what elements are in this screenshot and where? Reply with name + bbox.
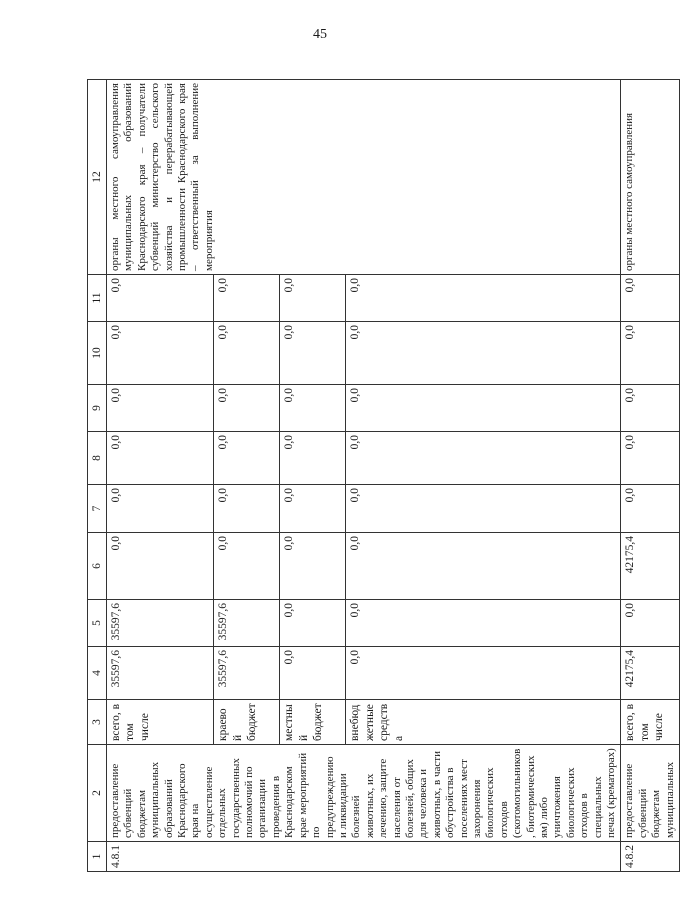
value-cell: 0,0 (214, 533, 280, 600)
header-cell: 10 (88, 322, 107, 385)
value-cell: 0,0 (346, 600, 621, 647)
value-cell: 0,0 (621, 432, 680, 485)
funding-source: местный бюджет (280, 700, 346, 745)
value-cell: 0,0 (280, 600, 346, 647)
table-row (107, 80, 214, 872)
header-cell: 1 (88, 842, 107, 872)
responsible-party: органы местного самоуправления (621, 80, 680, 275)
budget-table (87, 79, 680, 872)
value-cell: 0,0 (214, 322, 280, 385)
value-cell: 35597,6 (214, 600, 280, 647)
value-cell: 0,0 (346, 385, 621, 432)
value-cell: 0,0 (346, 647, 621, 700)
page-number: 45 (313, 27, 327, 42)
header-cell: 5 (88, 600, 107, 647)
value-cell: 0,0 (107, 485, 214, 533)
value-cell: 42175,4 (621, 647, 680, 700)
header-cell: 4 (88, 647, 107, 700)
value-cell: 35597,6 (214, 647, 280, 700)
value-cell: 0,0 (107, 533, 214, 600)
responsible-party: органы местного самоуправления муниципальных образований Краснодарского края – получатели субвенций министерство сельского хозяйства и перерабатывающей промышленности Краснодарского края – ответственный за выполнение мероприятия (107, 80, 621, 275)
header-cell: 9 (88, 385, 107, 432)
value-cell: 0,0 (280, 322, 346, 385)
value-cell: 0,0 (346, 485, 621, 533)
funding-source: всего, в том числе (107, 700, 214, 745)
value-cell: 0,0 (214, 432, 280, 485)
value-cell: 0,0 (107, 322, 214, 385)
value-cell: 0,0 (621, 600, 680, 647)
funding-source: внебюджетные средства (346, 700, 621, 745)
value-cell: 0,0 (107, 432, 214, 485)
value-cell: 42175,4 (621, 533, 680, 600)
header-cell: 7 (88, 485, 107, 533)
row-code: 4.8.2 (621, 842, 680, 872)
value-cell: 0,0 (214, 275, 280, 322)
value-cell: 0,0 (214, 485, 280, 533)
row-description: предоставление субвенций бюджетам муниципальных (621, 745, 680, 842)
header-cell: 3 (88, 700, 107, 745)
funding-source: краевой бюджет (214, 700, 280, 745)
row-code: 4.8.1 (107, 842, 621, 872)
value-cell: 0,0 (280, 485, 346, 533)
header-cell: 2 (88, 745, 107, 842)
rotated-table-container (87, 80, 676, 872)
header-row (88, 80, 107, 872)
value-cell: 0,0 (214, 385, 280, 432)
header-cell: 12 (88, 80, 107, 275)
value-cell: 0,0 (346, 275, 621, 322)
value-cell: 0,0 (621, 485, 680, 533)
value-cell: 0,0 (107, 385, 214, 432)
value-cell: 0,0 (346, 322, 621, 385)
value-cell: 0,0 (280, 432, 346, 485)
header-cell: 8 (88, 432, 107, 485)
value-cell: 0,0 (280, 385, 346, 432)
value-cell: 0,0 (280, 533, 346, 600)
value-cell: 0,0 (621, 275, 680, 322)
value-cell: 0,0 (280, 275, 346, 322)
table-row (621, 80, 680, 872)
funding-source: всего, в том числе (621, 700, 680, 745)
value-cell: 0,0 (621, 385, 680, 432)
value-cell: 0,0 (346, 432, 621, 485)
row-description: предоставление субвенций бюджетам муниципальных образований Краснодарского края на осуществление отдельных государственных полномочий по организации проведения в Краснодарском крае мероприятий по предупреждению и ликвидации болезней животных, их лечению, защите населения от болезней, общих для человека и животных, в части обустройства в поселениях мест захоронения биологических отходов (скотомогильников, биотермических ям) либо уничтожения биологических отходов в специальных печах (крематорах) (107, 745, 621, 842)
value-cell: 0,0 (346, 533, 621, 600)
header-cell: 6 (88, 533, 107, 600)
value-cell: 0,0 (280, 647, 346, 700)
header-cell: 11 (88, 275, 107, 322)
value-cell: 0,0 (107, 275, 214, 322)
value-cell: 35597,6 (107, 600, 214, 647)
value-cell: 0,0 (621, 322, 680, 385)
value-cell: 35597,6 (107, 647, 214, 700)
